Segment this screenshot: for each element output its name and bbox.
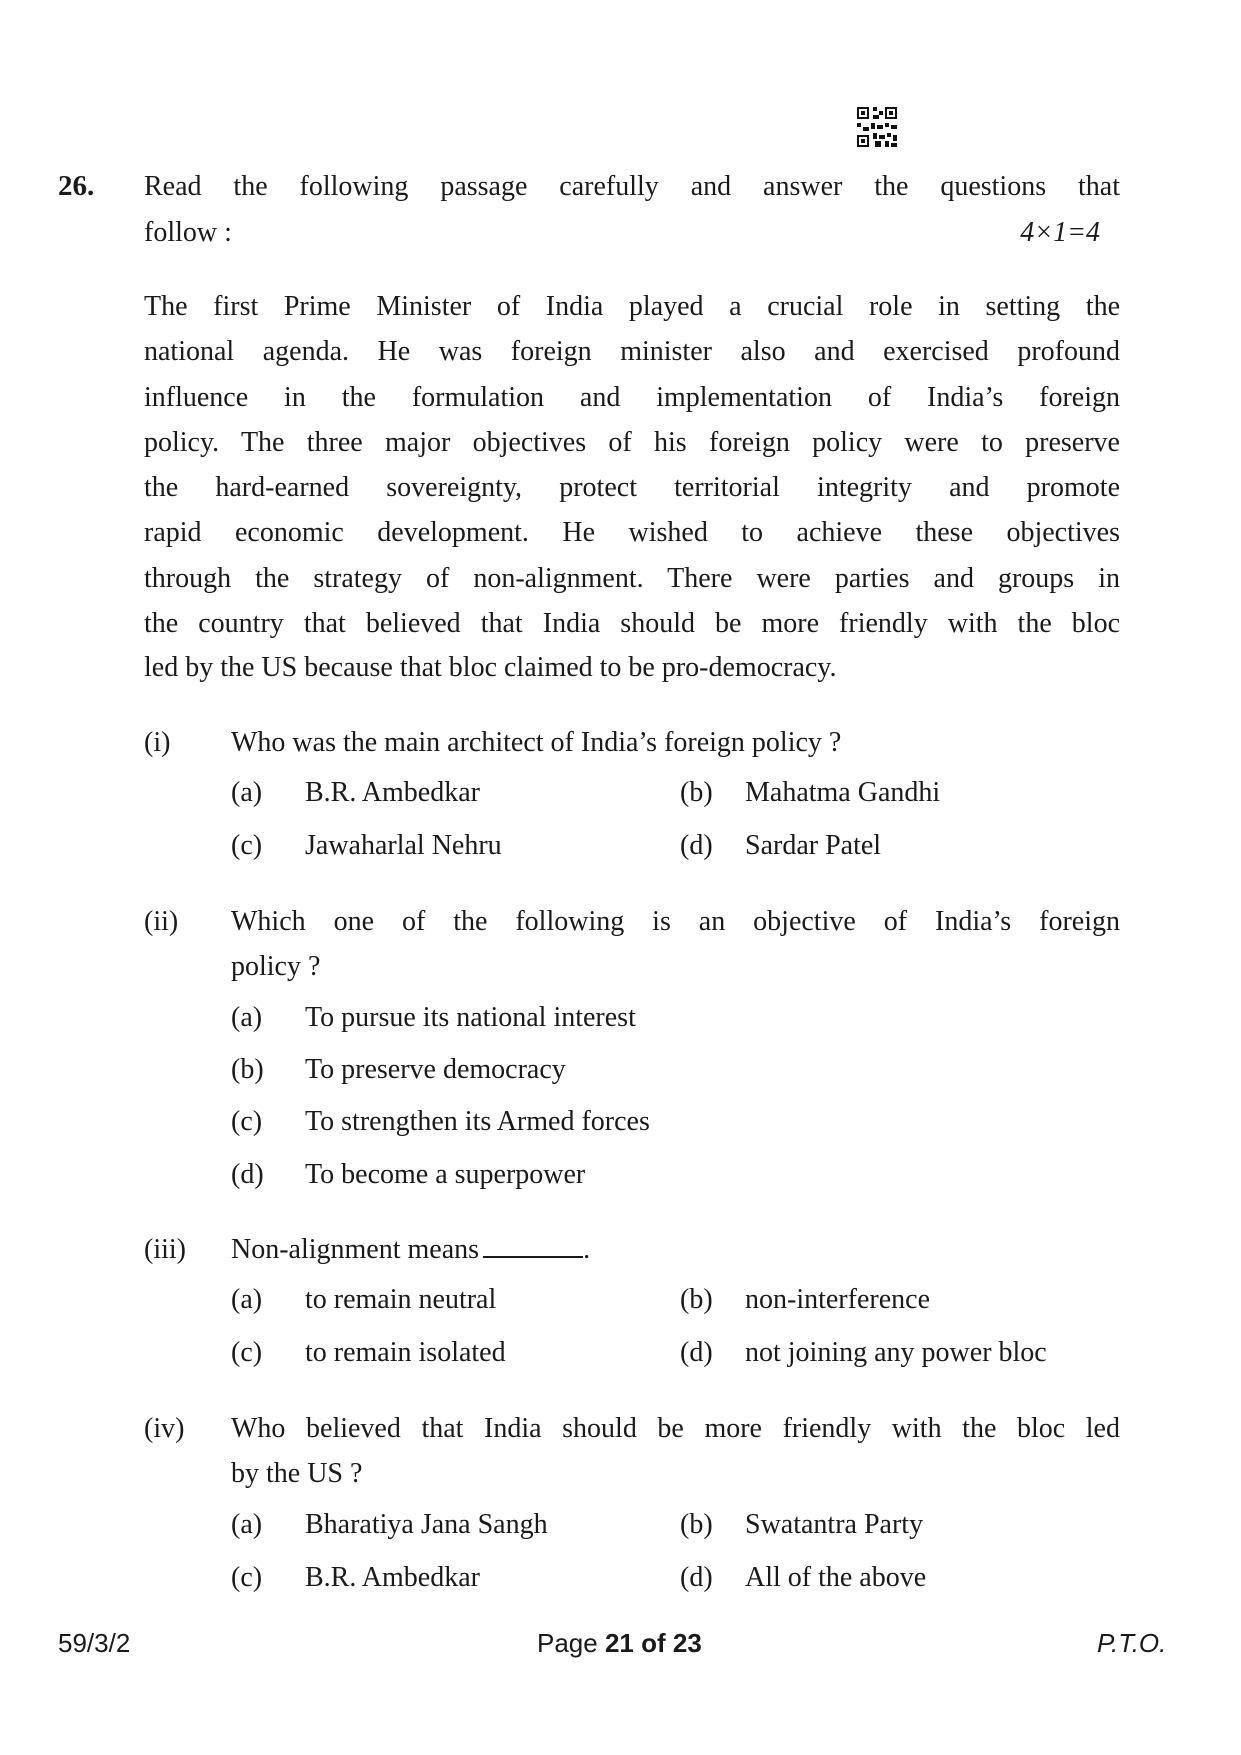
option-label: (c) <box>231 1337 263 1368</box>
question-instruction-cont: follow : <box>144 217 232 248</box>
subquestion-label: (iii) <box>144 1234 186 1265</box>
passage-line: rapid economic development. He wished to achieve these objectives <box>144 517 1120 548</box>
option-text: To pursue its national interest <box>305 1002 636 1033</box>
subquestion-text-end: . <box>583 1234 591 1265</box>
option-label: (b) <box>680 777 713 808</box>
subquestion-text <box>231 1234 590 1266</box>
subquestion-text: Who believed that India should be more friendly with the bloc led <box>231 1413 1120 1444</box>
option-text: Jawaharlal Nehru <box>305 830 502 861</box>
option-text: B.R. Ambedkar <box>305 777 480 808</box>
passage-line: influence in the formulation and implementation of India’s foreign <box>144 382 1120 413</box>
passage-line: through the strategy of non-alignment. There were parties and groups in <box>144 563 1120 594</box>
subquestion-label: (i) <box>144 727 171 758</box>
option-label: (a) <box>231 777 263 808</box>
option-label: (d) <box>231 1159 264 1190</box>
question-instruction: Read the following passage carefully and answer the questions that <box>144 171 1120 202</box>
option-text: All of the above <box>745 1562 927 1593</box>
option-text: not joining any power bloc <box>745 1337 1047 1368</box>
question-number: 26. <box>58 170 95 202</box>
option-text: To preserve democracy <box>305 1054 566 1085</box>
option-label: (a) <box>231 1509 263 1540</box>
qr-code-icon <box>857 107 897 147</box>
fill-in-blank <box>483 1236 583 1258</box>
passage-line: national agenda. He was foreign minister also and exercised profound <box>144 336 1120 367</box>
passage-line: The first Prime Minister of India played a crucial role in setting the <box>144 291 1120 322</box>
subquestion-label: (iv) <box>144 1413 185 1444</box>
option-label: (c) <box>231 830 263 861</box>
option-text: To strengthen its Armed forces <box>305 1106 650 1137</box>
option-text: Mahatma Gandhi <box>745 777 941 808</box>
option-text: B.R. Ambedkar <box>305 1562 480 1593</box>
option-label: (c) <box>231 1562 263 1593</box>
option-text: To become a superpower <box>305 1159 586 1190</box>
total-pages: 23 <box>672 1628 702 1658</box>
subquestion-text: Which one of the following is an objective of India’s foreign <box>231 906 1120 937</box>
current-page: 21 <box>604 1628 634 1658</box>
passage-line: the country that believed that India should be more friendly with the bloc <box>144 608 1120 639</box>
option-label: (b) <box>680 1284 713 1315</box>
option-text: non-interference <box>745 1284 930 1315</box>
subquestion-text: Who was the main architect of India’s foreign policy ? <box>231 727 842 758</box>
option-label: (d) <box>680 1337 713 1368</box>
paper-code: 59/3/2 <box>58 1628 131 1658</box>
option-label: (b) <box>231 1054 264 1085</box>
passage-line: the hard-earned sovereignty, protect territorial integrity and promote <box>144 472 1120 503</box>
option-text: to remain isolated <box>305 1337 506 1368</box>
option-text: to remain neutral <box>305 1284 497 1315</box>
option-text: Sardar Patel <box>745 830 882 861</box>
please-turn-over: P.T.O. <box>1097 1628 1167 1658</box>
subquestion-text-start: Non-alignment means <box>231 1234 480 1265</box>
page-number: Page 21 of 23 <box>537 1628 702 1658</box>
option-text: Swatantra Party <box>745 1509 924 1540</box>
passage-line: policy. The three major objectives of his foreign policy were to preserve <box>144 427 1120 458</box>
option-label: (a) <box>231 1002 263 1033</box>
subquestion-text-cont: by the US ? <box>231 1458 363 1489</box>
option-label: (b) <box>680 1509 713 1540</box>
passage-line: led by the US because that bloc claimed to be pro-democracy. <box>144 652 837 683</box>
subquestion-text-cont: policy ? <box>231 951 321 982</box>
option-text: Bharatiya Jana Sangh <box>305 1509 548 1540</box>
option-label: (c) <box>231 1106 263 1137</box>
option-label: (d) <box>680 830 713 861</box>
option-label: (a) <box>231 1284 263 1315</box>
option-label: (d) <box>680 1562 713 1593</box>
subquestion-label: (ii) <box>144 906 179 937</box>
